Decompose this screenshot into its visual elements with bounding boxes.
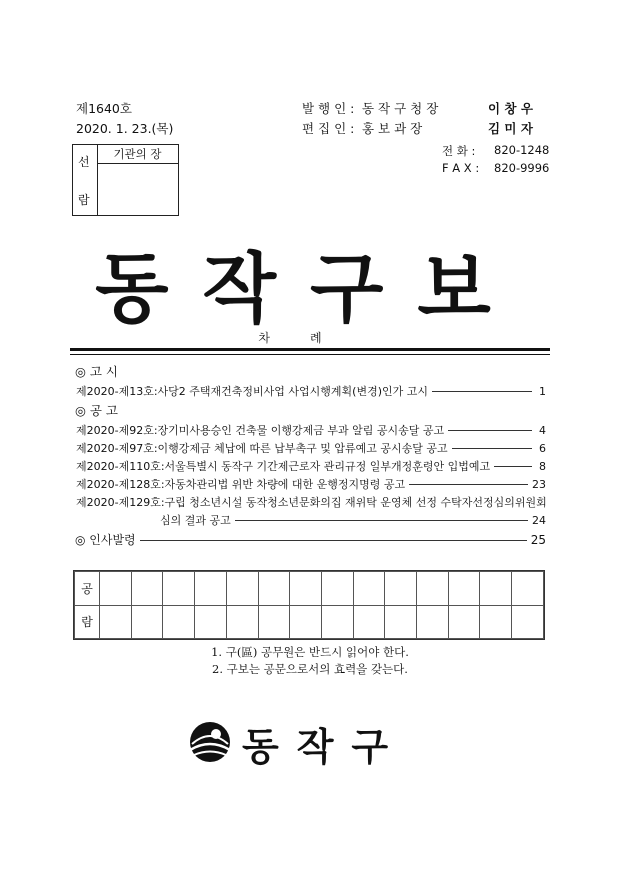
- toc-item-text: 사당2 주택재건축정비사업 사업시행계획(변경)인가 고시: [157, 385, 429, 398]
- toc-item[interactable]: [76, 422, 546, 438]
- section-personnel-label: ◎ 인사발령: [75, 533, 136, 547]
- fax-number: 820-9996: [494, 161, 550, 175]
- phone-number: 820-1248: [494, 143, 550, 157]
- toc-item-page: 23: [532, 478, 546, 491]
- section-notice-label: ◎ 고 시: [75, 364, 119, 379]
- circulation-head: 기관의 장: [97, 145, 178, 164]
- publisher-name: 이 창 우: [488, 101, 533, 116]
- toc-item-code: 제2020-제129호:: [76, 496, 165, 509]
- footer-logo-text: 동작구: [242, 725, 407, 769]
- toc-item-text: 장기미사용승인 건축물 이행강제금 부과 알림 공시송달 공고: [157, 424, 445, 437]
- leader-line: [452, 448, 532, 449]
- toc-item-continuation[interactable]: [160, 512, 546, 528]
- toc-item-code: 제2020-제128호:: [76, 478, 165, 491]
- toc-item-text: 심의 결과 공고: [160, 514, 231, 527]
- fax-label: F A X :: [442, 161, 480, 175]
- toc-item-page: 25: [530, 533, 546, 547]
- leader-line: [235, 520, 528, 521]
- phone-label: 전 화 :: [442, 144, 476, 158]
- review-char-2: 람: [75, 605, 100, 639]
- circulation-char-1: 선: [78, 155, 90, 169]
- toc-item[interactable]: [76, 440, 546, 456]
- review-char-1: 공: [75, 572, 100, 606]
- toc-item-code: 제2020-제97호:: [76, 442, 158, 455]
- divider-thick: [70, 348, 550, 351]
- editor-name: 김 미 자: [488, 121, 533, 136]
- section-announcement-label: ◎ 공 고: [75, 403, 119, 418]
- toc-item-personnel[interactable]: [75, 531, 546, 548]
- toc-item[interactable]: [76, 458, 546, 474]
- circulation-char-2: 람: [78, 193, 90, 207]
- review-box: [73, 570, 545, 640]
- editor-title: 홍 보 과 장: [362, 121, 423, 136]
- toc-item-page: 6: [539, 442, 546, 455]
- toc-item-page: 8: [539, 460, 546, 473]
- toc-item[interactable]: [76, 383, 546, 399]
- issue-date: 2020. 1. 23.(목): [76, 121, 174, 136]
- leader-line: [140, 540, 527, 541]
- divider-thin: [70, 354, 550, 355]
- page-title: 동작구보: [95, 244, 525, 333]
- leader-line: [448, 430, 532, 431]
- toc-item[interactable]: [76, 476, 546, 492]
- toc-item-text: 서울특별시 동작구 기간제근로자 관리규정 일부개정훈령안 입법예고: [164, 460, 491, 473]
- toc-item-page: 4: [539, 424, 546, 437]
- circulation-box: [72, 144, 179, 216]
- toc-heading: 차례: [258, 331, 362, 345]
- leader-line: [494, 466, 532, 467]
- note-2: 2. 구보는 공문으로서의 효력을 갖는다.: [212, 662, 408, 676]
- toc-item-text: 이행강제금 체납에 따른 납부촉구 및 압류예고 공시송달 공고: [157, 442, 448, 455]
- dongjak-emblem-icon: [186, 720, 234, 764]
- toc-item-code: 제2020-제110호:: [76, 460, 165, 473]
- leader-line: [409, 484, 528, 485]
- issue-number: 제1640호: [76, 101, 132, 116]
- toc-item-text: 구립 청소년시설 동작청소년문화의집 재위탁 운영체 선정 수탁자선정심의위원회: [164, 496, 547, 509]
- leader-line: [432, 391, 532, 392]
- toc-item-code: 제2020-제92호:: [76, 424, 158, 437]
- toc-item-code: 제2020-제13호:: [76, 385, 158, 398]
- publisher-title: 동 작 구 청 장: [362, 101, 439, 116]
- footer-logo: [186, 720, 446, 768]
- editor-label: 편 집 인 :: [302, 121, 355, 136]
- publisher-label: 발 행 인 :: [302, 101, 355, 116]
- toc-item-page: 1: [539, 385, 546, 398]
- toc-item[interactable]: [76, 494, 546, 510]
- toc-item-text: 자동차관리법 위반 차량에 대한 운행정지명령 공고: [164, 478, 406, 491]
- note-1: 1. 구(區) 공무원은 반드시 읽어야 한다.: [211, 645, 409, 659]
- toc-item-page: 24: [532, 514, 546, 527]
